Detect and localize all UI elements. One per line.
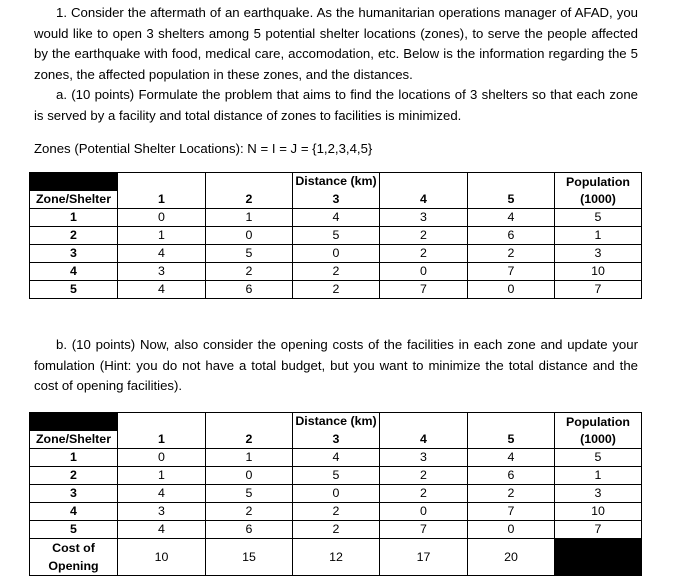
- distance-header: Distance (km): [293, 413, 380, 431]
- part-b: [34, 335, 638, 397]
- distance-cell: 0: [206, 467, 293, 485]
- population-cell: 10: [555, 263, 642, 281]
- distance-header-spacer: [380, 173, 468, 191]
- table-row: [30, 209, 642, 227]
- distance-cell: 0: [380, 263, 468, 281]
- distance-cell: 0: [118, 209, 206, 227]
- column-header: 3: [293, 191, 380, 209]
- header-black-cell: [30, 413, 118, 431]
- population-cell: 10: [555, 503, 642, 521]
- distance-cell: 4: [118, 521, 206, 539]
- distance-cell: 2: [206, 263, 293, 281]
- distance-cell: 3: [118, 263, 206, 281]
- table-row: [30, 521, 642, 539]
- distance-cell: 0: [293, 245, 380, 263]
- distance-cell: 4: [468, 449, 555, 467]
- distance-cell: 5: [206, 485, 293, 503]
- row-header: Zone/Shelter: [30, 431, 118, 449]
- cost-cell: 20: [468, 539, 555, 576]
- distance-cell: 4: [118, 485, 206, 503]
- part-b-text: b. (10 points) Now, also consider the opening costs of the facilities in each zone and update your fomulation (Hint: you do not have a total budget, but you want to minimize the total distance and the cost of opening facilities).: [34, 337, 638, 393]
- distance-cell: 7: [380, 281, 468, 299]
- distance-header-spacer: [206, 173, 293, 191]
- distance-cell: 1: [206, 449, 293, 467]
- population-cell: 7: [555, 281, 642, 299]
- column-header: 1: [118, 191, 206, 209]
- distance-cell: 0: [293, 485, 380, 503]
- distance-cell: 4: [118, 281, 206, 299]
- distance-cell: 5: [206, 245, 293, 263]
- distance-header-spacer: [380, 413, 468, 431]
- distance-cell: 2: [206, 503, 293, 521]
- distance-cell: 2: [380, 467, 468, 485]
- column-header: 1: [118, 431, 206, 449]
- distance-cell: 3: [380, 449, 468, 467]
- distance-cell: 6: [468, 467, 555, 485]
- zone-label: 2: [30, 467, 118, 485]
- distance-cell: 7: [380, 521, 468, 539]
- header-row: [30, 191, 642, 209]
- column-header: 2: [206, 191, 293, 209]
- distance-cell: 0: [118, 449, 206, 467]
- distance-cell: 6: [206, 281, 293, 299]
- table-row: [30, 485, 642, 503]
- question-intro-text: 1. Consider the aftermath of an earthquake. As the humanitarian operations manager of AFAD, you would like to open 3 shelters among 5 potential shelter locations (zones), to serve the people affected by the earthquake with food, medical care, accomodation, etc. Below is the information regarding the 5 zones, the affected population in these zones, and the distances.: [34, 5, 638, 82]
- cost-black-cell: [555, 539, 642, 576]
- zone-label: 4: [30, 503, 118, 521]
- table-row: [30, 227, 642, 245]
- distance-cell: 2: [468, 485, 555, 503]
- zone-label: 1: [30, 449, 118, 467]
- zone-label: 2: [30, 227, 118, 245]
- distance-cell: 2: [380, 485, 468, 503]
- distance-cell: 4: [118, 245, 206, 263]
- distance-cell: 6: [468, 227, 555, 245]
- zone-label: 4: [30, 263, 118, 281]
- column-header: 3: [293, 431, 380, 449]
- table-row: [30, 263, 642, 281]
- header-row-top: [30, 413, 642, 431]
- population-header: Population (1000): [555, 173, 642, 209]
- distance-cell: 1: [118, 227, 206, 245]
- distance-table-2: [29, 412, 642, 576]
- distance-cell: 7: [468, 263, 555, 281]
- distance-cell: 4: [468, 209, 555, 227]
- population-cell: 5: [555, 449, 642, 467]
- distance-cell: 7: [468, 503, 555, 521]
- distance-cell: 5: [293, 467, 380, 485]
- population-header: Population (1000): [555, 413, 642, 449]
- distance-cell: 0: [468, 521, 555, 539]
- distance-cell: 5: [293, 227, 380, 245]
- distance-cell: 2: [293, 281, 380, 299]
- header-row: [30, 431, 642, 449]
- cost-cell: 12: [293, 539, 380, 576]
- question-intro: [34, 3, 638, 85]
- distance-header: Distance (km): [293, 173, 380, 191]
- population-cell: 1: [555, 467, 642, 485]
- distance-header-spacer: [118, 173, 206, 191]
- distance-cell: 2: [293, 521, 380, 539]
- distance-cell: 6: [206, 521, 293, 539]
- table-row: [30, 449, 642, 467]
- header-black-cell: [30, 173, 118, 191]
- distance-cell: 3: [380, 209, 468, 227]
- row-header: Zone/Shelter: [30, 191, 118, 209]
- cost-cell: 15: [206, 539, 293, 576]
- population-cell: 7: [555, 521, 642, 539]
- population-cell: 5: [555, 209, 642, 227]
- population-cell: 3: [555, 245, 642, 263]
- distance-cell: 0: [468, 281, 555, 299]
- distance-cell: 3: [118, 503, 206, 521]
- distance-cell: 1: [206, 209, 293, 227]
- table-row: [30, 281, 642, 299]
- table-row: [30, 245, 642, 263]
- column-header: 5: [468, 431, 555, 449]
- distance-cell: 2: [293, 263, 380, 281]
- table-row: [30, 467, 642, 485]
- zone-label: 1: [30, 209, 118, 227]
- column-header: 4: [380, 191, 468, 209]
- distance-table-1: [29, 172, 642, 299]
- distance-header-spacer: [206, 413, 293, 431]
- zone-label: 3: [30, 485, 118, 503]
- table-row: [30, 503, 642, 521]
- zone-label: 5: [30, 281, 118, 299]
- distance-cell: 2: [293, 503, 380, 521]
- zone-label: 3: [30, 245, 118, 263]
- part-a-text: a. (10 points) Formulate the problem that aims to find the locations of 3 shelters so that each zone is served by a facility and total distance of zones to facilities is minimized.: [34, 87, 638, 123]
- distance-cell: 1: [118, 467, 206, 485]
- distance-cell: 0: [206, 227, 293, 245]
- distance-cell: 4: [293, 449, 380, 467]
- column-header: 4: [380, 431, 468, 449]
- distance-cell: 2: [380, 245, 468, 263]
- distance-header-spacer: [468, 413, 555, 431]
- cost-cell: 10: [118, 539, 206, 576]
- zones-line: Zones (Potential Shelter Locations): N = I = J = {1,2,3,4,5}: [34, 141, 373, 156]
- distance-header-spacer: [468, 173, 555, 191]
- distance-cell: 2: [380, 227, 468, 245]
- zone-label: 5: [30, 521, 118, 539]
- distance-header-spacer: [118, 413, 206, 431]
- population-cell: 1: [555, 227, 642, 245]
- distance-cell: 0: [380, 503, 468, 521]
- distance-cell: 2: [468, 245, 555, 263]
- distance-cell: 4: [293, 209, 380, 227]
- part-a: [34, 85, 638, 126]
- header-row-top: [30, 173, 642, 191]
- population-cell: 3: [555, 485, 642, 503]
- cost-cell: 17: [380, 539, 468, 576]
- cost-label: Cost of Opening: [30, 539, 118, 576]
- cost-row: [30, 539, 642, 576]
- column-header: 5: [468, 191, 555, 209]
- column-header: 2: [206, 431, 293, 449]
